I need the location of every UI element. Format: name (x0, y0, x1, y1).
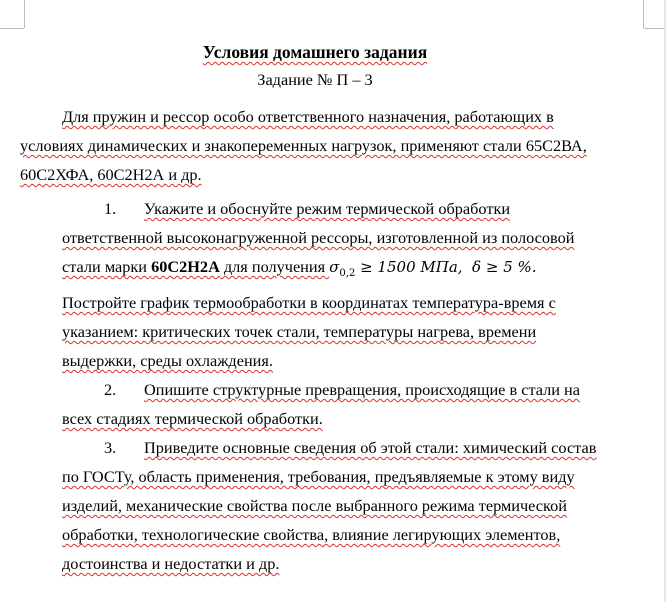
crop-mark-top-right (644, 28, 666, 29)
task-item-3 (20, 433, 610, 578)
document-page[interactable] (20, 38, 610, 578)
task-text: Приведите основные сведения об этой стали: химический состав по ГОСТу, область применения, требования, предъявляемые к этому виду изделий, механические свойства после выбранного режима термической обработки, технологические свойства, влияние легирующих элементов, достоинства и недостатки и др. (62, 438, 597, 573)
task-text: для получения (219, 257, 330, 276)
task-text: Опишите структурные превращения, происходящие в стали на всех стадиях термической обработки. (62, 380, 580, 428)
task-number: 1. (104, 199, 117, 218)
crop-mark-top-left-vertical (24, 0, 25, 28)
task-number: 2. (104, 380, 117, 399)
task-item-1 (20, 194, 610, 375)
crop-mark-top-left (0, 28, 24, 29)
formula-sigma: σ (329, 258, 340, 276)
document-title: Условия домашнего задания (202, 42, 428, 62)
task-number: 3. (104, 438, 117, 457)
task-item-2 (20, 375, 610, 433)
task-text: Постройте график термообработки в координатах температура-время с указанием: критических точек стали, температуры нагрева, времени выдержки, среды охлаждения. (62, 293, 556, 370)
steel-grade: 60С2Н2А (151, 257, 220, 276)
strength-formula (329, 258, 537, 279)
crop-mark-top-right-vertical (643, 0, 644, 28)
intro-paragraph: Для пружин и рессор особо ответственного назначения, работающих в условиях динамических и знакопеременных нагрузок, применяют стали 65С2ВА, 60С2ХФА, 60С2Н2А и др. (20, 107, 587, 184)
formula-subscript: 0,2 (339, 268, 356, 279)
formula-rest: ≥ 1500 МПа, δ ≥ 5 %. (355, 258, 537, 276)
task-subtitle: Задание № П – 3 (257, 70, 373, 89)
task-text: Укажите и обоснуйте режим термической обработки ответственной высоконагруженной рессоры, изготовленной из полосовой стали марки (62, 199, 575, 276)
